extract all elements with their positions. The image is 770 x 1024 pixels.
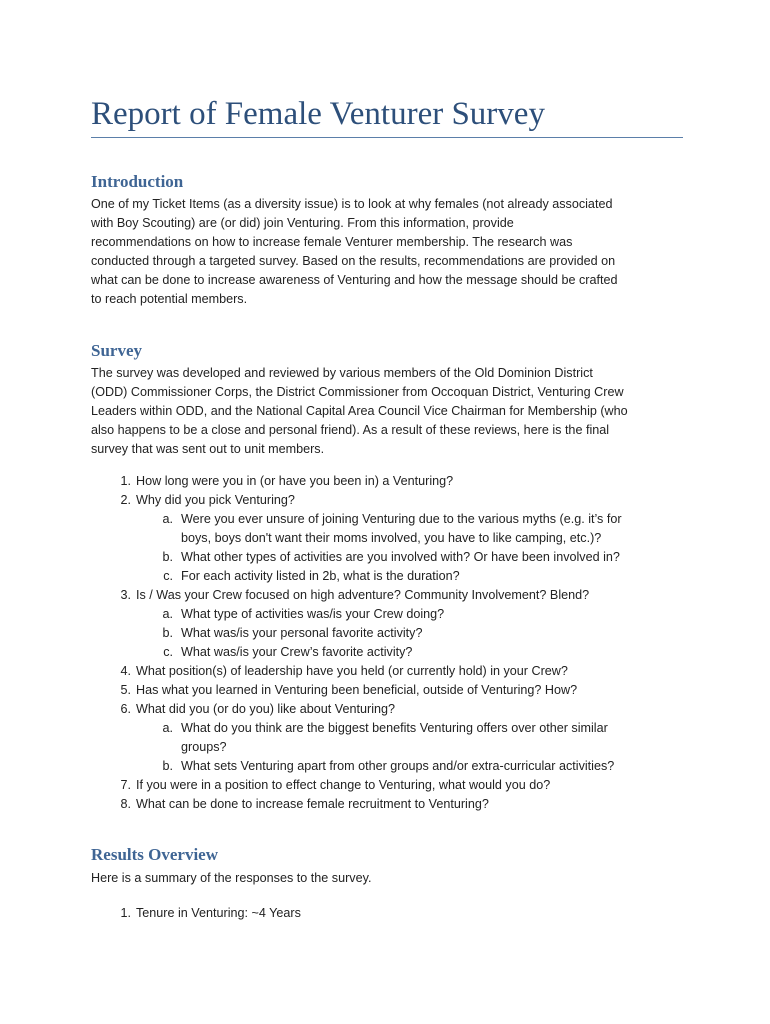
list-text: If you were in a position to effect change to Venturing, what would you do? (136, 778, 551, 792)
paragraph-line: One of my Ticket Items (as a diversity issue) is to look at why females (not already associated (91, 197, 613, 211)
list-number: 7. (120, 778, 131, 792)
paragraph-line: The survey was developed and reviewed by various members of the Old Dominion District (91, 366, 593, 380)
list-text: What other types of activities are you involved with? Or have been involved in? (181, 550, 620, 564)
list-text: What was/is your personal favorite activity? (181, 626, 423, 640)
list-number: 5. (120, 683, 131, 697)
title-underline (91, 137, 683, 138)
list-text: What sets Venturing apart from other groups and/or extra-curricular activities? (181, 759, 615, 773)
list-letter: b. (162, 759, 173, 773)
list-letter: b. (162, 626, 173, 640)
paragraph-line: also happens to be a close and personal friend). As a result of these reviews, here is the final (91, 423, 610, 437)
results-overview-heading: Results Overview (91, 845, 219, 864)
list-letter: a. (162, 512, 173, 526)
list-text: What did you (or do you) like about Venturing? (136, 702, 396, 716)
survey-heading: Survey (91, 341, 142, 360)
list-text: boys, boys don't want their moms involved, you have to like camping, etc.)? (181, 531, 602, 545)
list-text: What do you think are the biggest benefits Venturing offers over other similar (181, 721, 608, 735)
list-number: 1. (120, 906, 131, 920)
paragraph-line: (ODD) Commissioner Corps, the District Commissioner from Occoquan District, Venturing Crew (91, 385, 624, 399)
survey-paragraph (91, 364, 691, 459)
paragraph-line: conducted through a targeted survey. Based on the results, recommendations are provided on (91, 254, 616, 268)
list-number: 6. (120, 702, 131, 716)
introduction-paragraph (91, 195, 691, 309)
paragraph-line: survey that was sent out to unit members. (91, 442, 325, 456)
introduction-heading: Introduction (91, 172, 184, 191)
report-title: Report of Female Venturer Survey (91, 96, 545, 132)
list-text: Is / Was your Crew focused on high adventure? Community Involvement? Blend? (136, 588, 590, 602)
list-number: 8. (120, 797, 131, 811)
list-text: What was/is your Crew’s favorite activity? (181, 645, 413, 659)
list-number: 4. (120, 664, 131, 678)
list-text: What type of activities was/is your Crew doing? (181, 607, 445, 621)
list-text: Were you ever unsure of joining Venturing due to the various myths (e.g. it’s for (181, 512, 622, 526)
list-text: For each activity listed in 2b, what is the duration? (181, 569, 460, 583)
paragraph-line: Here is a summary of the responses to the survey. (91, 871, 372, 885)
list-letter: b. (162, 550, 173, 564)
list-letter: a. (162, 721, 173, 735)
paragraph-line: with Boy Scouting) are (or did) join Venturing. From this information, provide (91, 216, 514, 230)
list-letter: c. (163, 645, 173, 659)
list-text: What position(s) of leadership have you held (or currently hold) in your Crew? (136, 664, 568, 678)
paragraph-line: what can be done to increase awareness of Venturing and how the message should be crafted (91, 273, 618, 287)
paragraph-line: recommendations on how to increase female Venturer membership. The research was (91, 235, 573, 249)
list-text: How long were you in (or have you been in) a Venturing? (136, 474, 454, 488)
results-intro-paragraph (91, 869, 691, 888)
list-number: 3. (120, 588, 131, 602)
list-text: groups? (181, 740, 227, 754)
list-text: Has what you learned in Venturing been beneficial, outside of Venturing? How? (136, 683, 578, 697)
list-text: Tenure in Venturing: ~4 Years (136, 906, 301, 920)
list-letter: a. (162, 607, 173, 621)
list-letter: c. (163, 569, 173, 583)
list-text: Why did you pick Venturing? (136, 493, 295, 507)
paragraph-line: Leaders within ODD, and the National Capital Area Council Vice Chairman for Membership (who (91, 404, 628, 418)
list-number: 2. (120, 493, 131, 507)
list-text: What can be done to increase female recruitment to Venturing? (136, 797, 489, 811)
list-number: 1. (120, 474, 131, 488)
paragraph-line: to reach potential members. (91, 292, 248, 306)
